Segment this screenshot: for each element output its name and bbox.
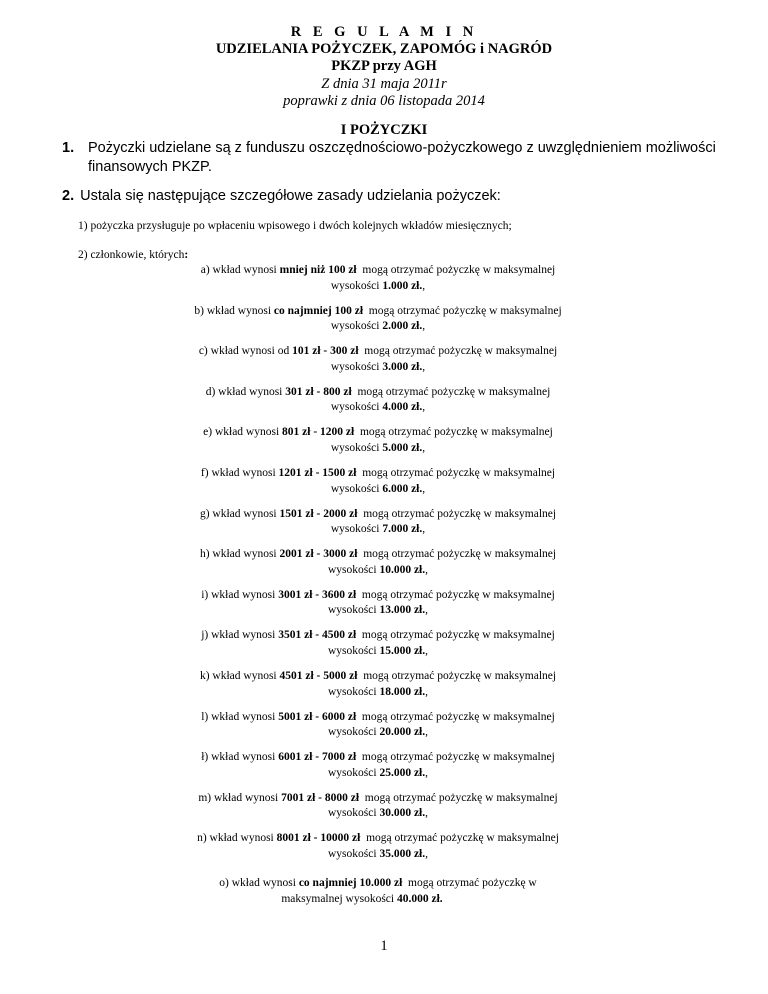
loan-tier-line-1 xyxy=(0,507,762,523)
loan-tier-verb: mogą otrzymać pożyczkę w maksymalnej xyxy=(359,426,553,439)
loan-tier-range: 3501 zł - 4500 zł xyxy=(278,629,357,642)
loan-tier-line-1 xyxy=(0,669,762,685)
rule-1: 1) pożyczka przysługuje po wpłaceniu wpisowego i dwóch kolejnych wkładów miesięcznych; xyxy=(78,220,512,232)
paragraph-2-number: 2. xyxy=(62,188,75,204)
loan-tier-wys: wysokości xyxy=(328,807,377,820)
loan-tier-prefix: wkład wynosi xyxy=(212,507,277,520)
loan-tier-verb: mogą otrzymać pożyczkę w maksymalnej xyxy=(361,751,555,764)
loan-tier-letter: k) xyxy=(199,670,210,682)
loan-tier-verb: mogą otrzymać pożyczkę w maksymalnej xyxy=(361,588,555,601)
loan-tier-range: co najmniej 100 zł xyxy=(273,304,364,317)
loan-tier-prefix: wkład wynosi xyxy=(211,629,276,642)
loan-tier-comma: , xyxy=(422,360,426,373)
loan-tier-comma: , xyxy=(425,604,428,617)
loan-tier-prefix: wkład wynosi xyxy=(211,751,276,764)
loan-tier-comma: , xyxy=(422,441,426,454)
loan-tier-amount: 20.000 zł. xyxy=(379,726,426,739)
loan-tier-letter: d) xyxy=(205,385,216,398)
loan-tier-letter: m) xyxy=(198,791,212,804)
loan-tier-verb: mogą otrzymać pożyczkę w xyxy=(408,877,537,889)
rule-2-colon: : xyxy=(184,249,189,261)
loan-tier-amount: 10.000 zł. xyxy=(379,563,426,576)
loan-tier-range: 6001 zł - 7000 zł xyxy=(278,751,357,764)
loan-tier-verb: mogą otrzymać pożyczkę w maksymalnej xyxy=(357,385,551,398)
document-header xyxy=(0,24,768,110)
amendment-date: poprawki z dnia 06 listopada 2014 xyxy=(283,92,485,109)
loan-tier-prefix: wkład wynosi xyxy=(206,304,272,317)
loan-tier-wys: wysokości xyxy=(328,847,377,860)
loan-tier-line-2 xyxy=(0,441,762,457)
loan-tier-amount: 3.000 zł. xyxy=(382,360,423,373)
loan-tier-amount: 30.000 zł. xyxy=(379,807,426,820)
loan-tier-verb: mogą otrzymać pożyczkę w maksymalnej xyxy=(366,832,559,845)
loan-tier-amount: 6.000 zł. xyxy=(382,482,423,495)
loan-tier-wys: maksymalnej wysokości xyxy=(281,892,395,905)
loan-tier-range: 801 zł - 1200 zł xyxy=(282,426,355,439)
loan-tier-comma: , xyxy=(425,766,428,779)
loan-tier-amount: 7.000 zł. xyxy=(382,523,423,536)
loan-tier-letter: h) xyxy=(199,548,210,561)
loan-tier-wys: wysokości xyxy=(330,360,380,373)
loan-tier-verb: mogą otrzymać pożyczkę w maksymalnej xyxy=(363,548,557,561)
loan-tier-line-2 xyxy=(0,279,762,295)
loan-tier-letter: i) xyxy=(201,588,209,601)
loan-tier-wys: wysokości xyxy=(330,401,380,414)
loan-tier-line-2 xyxy=(0,847,762,863)
loan-tier-prefix: wkład wynosi od xyxy=(210,345,290,358)
loan-tier-line-1 xyxy=(0,750,762,766)
loan-tier-letter: l) xyxy=(201,710,209,723)
page-number: 1 xyxy=(380,938,388,954)
loan-tier-prefix: wkład wynosi xyxy=(214,426,280,439)
section-title: I POŻYCZKI xyxy=(340,122,428,138)
paragraph-2 xyxy=(62,187,722,206)
loan-tier-letter: f) xyxy=(200,467,209,479)
loan-tier-prefix: wkład wynosi xyxy=(211,467,276,479)
loan-tier-range: 3001 zł - 3600 zł xyxy=(278,588,357,601)
loan-tier-verb: mogą otrzymać pożyczkę w maksymalnej xyxy=(362,467,556,479)
loan-tier-comma: , xyxy=(422,320,426,333)
loan-tier-prefix: wkład wynosi xyxy=(212,264,277,276)
loan-tier-wys: wysokości xyxy=(328,766,377,779)
loan-tier-comma: , xyxy=(425,847,428,860)
loan-tier-letter: ł) xyxy=(201,751,209,764)
loan-tier-prefix: wkład wynosi xyxy=(211,588,276,601)
loan-tier-amount: 15.000 zł. xyxy=(379,644,426,657)
loan-tier-range: co najmniej 10.000 zł xyxy=(298,877,403,889)
loan-tier-line-2 xyxy=(0,319,762,335)
rule-2-text: 2) członkowie, których xyxy=(78,249,185,261)
loan-tier-range: 7001 zł - 8000 zł xyxy=(281,791,360,804)
loan-tier-line-1 xyxy=(0,710,762,726)
loan-tier-verb: mogą otrzymać pożyczkę w maksymalnej xyxy=(361,710,555,723)
loan-tier-comma: , xyxy=(425,726,428,739)
loan-tier-comma: , xyxy=(422,523,426,536)
loan-tier-wys: wysokości xyxy=(328,726,377,739)
loan-tier-range: 301 zł - 800 zł xyxy=(285,385,352,398)
loan-tier-line-2 xyxy=(0,644,762,660)
loan-tier-comma: , xyxy=(422,401,426,414)
loan-tier-range: 4501 zł - 5000 zł xyxy=(279,670,358,682)
loan-tier-wys: wysokości xyxy=(328,604,377,617)
loan-tier-prefix: wkład wynosi xyxy=(211,710,276,723)
loan-tier-comma: , xyxy=(425,685,428,698)
loan-tier-comma: , xyxy=(425,644,428,657)
loan-tier-letter: o) xyxy=(219,877,229,889)
loan-tier-line-1 xyxy=(0,876,762,892)
loan-tier-letter: e) xyxy=(203,426,213,439)
loan-tier-amount: 25.000 zł. xyxy=(379,766,426,779)
loan-tier-range: 1501 zł - 2000 zł xyxy=(279,507,358,520)
loan-tier-prefix: wkład wynosi xyxy=(209,832,274,845)
loan-tier-amount: 5.000 zł. xyxy=(382,441,423,454)
loan-tier-line-2 xyxy=(0,806,762,822)
loan-tier-line-2 xyxy=(0,892,746,908)
loan-tier-amount: 4.000 zł. xyxy=(382,401,423,414)
loan-tier-line-1 xyxy=(0,791,762,807)
loan-tier-range: 1201 zł - 1500 zł xyxy=(278,467,357,479)
loan-tier-prefix: wkład wynosi xyxy=(231,877,296,889)
loan-tier-wys: wysokości xyxy=(328,685,377,698)
loan-tier-verb: mogą otrzymać pożyczkę w maksymalnej xyxy=(363,507,557,520)
loan-tier-letter: n) xyxy=(197,832,207,845)
loan-tier-wys: wysokości xyxy=(330,441,380,454)
loan-tier-amount: 2.000 zł. xyxy=(382,320,423,333)
loan-tier-wys: wysokości xyxy=(328,563,377,576)
loan-tier-line-2 xyxy=(0,603,762,619)
loan-tier-range: 5001 zł - 6000 zł xyxy=(278,710,357,723)
loan-tier-comma: , xyxy=(425,807,428,820)
loan-tier-letter: j) xyxy=(201,629,209,642)
paragraph-1 xyxy=(62,139,722,177)
loan-tier-line-2 xyxy=(0,685,762,701)
loan-tier-range: 101 zł - 300 zł xyxy=(292,345,359,358)
loan-tier-line-1 xyxy=(0,344,762,360)
loan-tier-prefix: wkład wynosi xyxy=(218,385,283,398)
loan-tier-amount: 35.000 zł. xyxy=(379,847,426,860)
loan-tier-wys: wysokości xyxy=(330,279,380,292)
loan-tier-line-1 xyxy=(0,831,762,847)
loan-tier-amount: 18.000 zł. xyxy=(379,685,426,698)
loan-tier-line-2 xyxy=(0,766,762,782)
document-date: Z dnia 31 maja 2011r xyxy=(321,75,447,92)
loan-tier-line-2 xyxy=(0,360,762,376)
organization-name: PKZP przy AGH xyxy=(331,58,437,75)
loan-tier-line-2 xyxy=(0,482,762,498)
document-title: R E G U L A M I N xyxy=(290,24,478,40)
loan-tier-line-1 xyxy=(0,628,762,644)
loan-tier-comma: , xyxy=(422,279,426,292)
loan-tier-letter: g) xyxy=(199,507,210,520)
loan-tier-amount: 40.000 zł. xyxy=(396,892,443,905)
loan-tier-verb: mogą otrzymać pożyczkę w maksymalnej xyxy=(368,304,562,317)
loan-tier-letter: c) xyxy=(198,345,208,358)
loan-tier-prefix: wkład wynosi xyxy=(212,670,277,682)
loan-tier-verb: mogą otrzymać pożyczkę w maksymalnej xyxy=(362,264,556,276)
paragraph-2-text: Ustala się następujące szczegółowe zasady udzielania pożyczek: xyxy=(80,188,501,204)
paragraph-1-number: 1. xyxy=(62,140,75,156)
loan-tier-comma: , xyxy=(422,482,426,495)
loan-tier-line-2 xyxy=(0,522,762,538)
loan-tier-line-1 xyxy=(0,466,762,482)
loan-tier-line-1 xyxy=(0,304,762,320)
loan-tier-amount: 13.000 zł. xyxy=(379,604,426,617)
paragraph-1-line-1: Pożyczki udzielane są z funduszu oszczędnościowo-pożyczkowego z uwzględnieniem możliwości xyxy=(88,140,716,156)
loan-tier-range: 2001 zł - 3000 zł xyxy=(279,548,358,561)
loan-tier-verb: mogą otrzymać pożyczkę w maksymalnej xyxy=(364,345,558,358)
loan-tier-line-2 xyxy=(0,563,762,579)
loan-tier-letter: a) xyxy=(200,264,210,276)
loan-tier-verb: mogą otrzymać pożyczkę w maksymalnej xyxy=(364,791,558,804)
loan-tier-comma: , xyxy=(425,563,428,576)
loan-tier-range: 8001 zł - 10000 zł xyxy=(276,832,361,845)
loan-tier-wys: wysokości xyxy=(328,644,377,657)
loan-tier-line-1 xyxy=(0,425,762,441)
loan-tier-line-2 xyxy=(0,725,762,741)
loan-tier-amount: 1.000 zł. xyxy=(382,279,423,292)
loan-tier-wys: wysokości xyxy=(330,482,380,495)
loan-tier-range: mniej niż 100 zł xyxy=(279,264,357,276)
rule-2 xyxy=(78,249,188,261)
loan-tier-wys: wysokości xyxy=(330,320,380,333)
loan-tier-verb: mogą otrzymać pożyczkę w maksymalnej xyxy=(363,670,557,682)
loan-tier-line-2 xyxy=(0,400,762,416)
loan-tier-letter: b) xyxy=(194,304,204,317)
loan-tier-line-1 xyxy=(0,547,762,563)
loan-tier-prefix: wkład wynosi xyxy=(212,548,277,561)
loan-tier-verb: mogą otrzymać pożyczkę w maksymalnej xyxy=(361,629,555,642)
loan-tier-line-1 xyxy=(0,263,762,279)
document-subtitle: UDZIELANIA POŻYCZEK, ZAPOMÓG i NAGRÓD xyxy=(215,41,553,58)
loan-tier-wys: wysokości xyxy=(330,523,380,536)
loan-tier-line-1 xyxy=(0,385,762,401)
loan-tier-line-1 xyxy=(0,588,762,604)
paragraph-1-line-2: finansowych PKZP. xyxy=(88,159,212,175)
loan-tier-prefix: wkład wynosi xyxy=(214,791,279,804)
